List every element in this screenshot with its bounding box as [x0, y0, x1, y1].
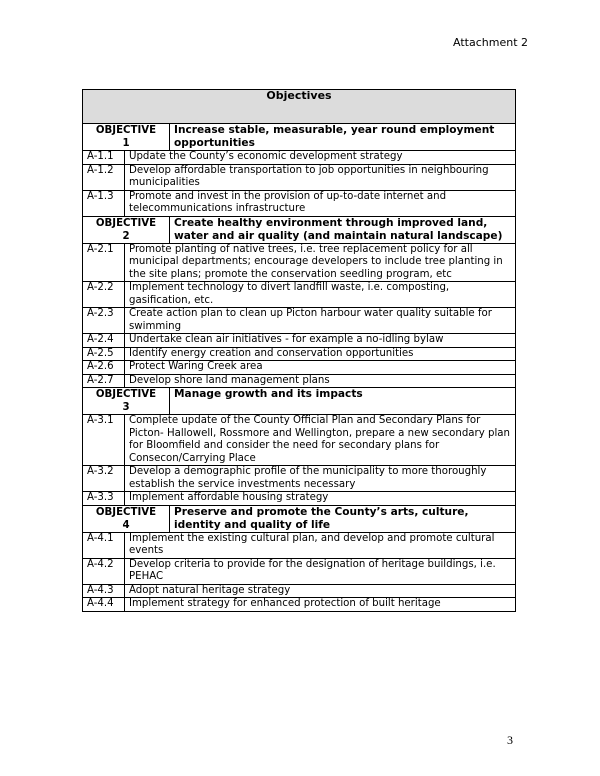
action-code: A-1.1: [83, 151, 125, 165]
action-row: [83, 151, 516, 165]
action-code: A-2.3: [83, 308, 125, 334]
action-code: A-4.3: [83, 584, 125, 598]
action-text: Undertake clean air initiatives - for example a no-idling bylaw: [125, 334, 516, 348]
action-row: [83, 598, 516, 612]
action-text: Update the County’s economic development strategy: [125, 151, 516, 165]
action-code: A-2.2: [83, 282, 125, 308]
objectives-table: [82, 89, 516, 612]
action-text: Develop a demographic profile of the municipality to more thoroughly establish the service investments necessary: [125, 466, 516, 492]
action-code: A-2.6: [83, 361, 125, 375]
action-row: [83, 374, 516, 388]
objective-title: Manage growth and its impacts: [170, 388, 516, 415]
action-text: Develop criteria to provide for the designation of heritage buildings, i.e. PEHAC: [125, 558, 516, 584]
action-row: [83, 361, 516, 375]
objective-title: Create healthy environment through improved land, water and air quality (and maintain natural landscape): [170, 216, 516, 243]
objective-title: Increase stable, measurable, year round employment opportunities: [170, 124, 516, 151]
action-text: Implement the existing cultural plan, and develop and promote cultural events: [125, 532, 516, 558]
table-title: Objectives: [83, 90, 516, 124]
action-row: [83, 334, 516, 348]
objective-header-row: [83, 124, 516, 151]
action-row: [83, 492, 516, 506]
action-code: A-4.2: [83, 558, 125, 584]
action-code: A-3.2: [83, 466, 125, 492]
action-row: [83, 584, 516, 598]
objective-header-row: [83, 505, 516, 532]
objective-label: OBJECTIVE 3: [83, 388, 170, 415]
action-text: Protect Waring Creek area: [125, 361, 516, 375]
action-text: Adopt natural heritage strategy: [125, 584, 516, 598]
action-text: Implement technology to divert landfill waste, i.e. composting, gasification, etc.: [125, 282, 516, 308]
action-code: A-1.2: [83, 164, 125, 190]
action-text: Develop shore land management plans: [125, 374, 516, 388]
action-code: A-4.1: [83, 532, 125, 558]
objective-label: OBJECTIVE 4: [83, 505, 170, 532]
action-row: [83, 282, 516, 308]
action-row: [83, 558, 516, 584]
action-code: A-3.3: [83, 492, 125, 506]
page-number: 3: [507, 733, 513, 747]
action-text: Promote and invest in the provision of up-to-date internet and telecommunications infrastructure: [125, 190, 516, 216]
objective-label: OBJECTIVE 2: [83, 216, 170, 243]
action-text: Promote planting of native trees, i.e. tree replacement policy for all municipal departments; encourage developers to include tree planting in the site plans; promote the conservation seedling program, etc: [125, 243, 516, 282]
action-code: A-2.5: [83, 347, 125, 361]
action-text: Implement strategy for enhanced protection of built heritage: [125, 598, 516, 612]
action-row: [83, 415, 516, 466]
action-code: A-3.1: [83, 415, 125, 466]
action-row: [83, 308, 516, 334]
action-code: A-2.1: [83, 243, 125, 282]
objective-title: Preserve and promote the County’s arts, culture, identity and quality of life: [170, 505, 516, 532]
action-text: Identify energy creation and conservation opportunities: [125, 347, 516, 361]
action-row: [83, 243, 516, 282]
action-row: [83, 532, 516, 558]
objective-label: OBJECTIVE 1: [83, 124, 170, 151]
objective-header-row: [83, 216, 516, 243]
action-row: [83, 347, 516, 361]
action-code: A-4.4: [83, 598, 125, 612]
action-text: Create action plan to clean up Picton harbour water quality suitable for swimming: [125, 308, 516, 334]
action-row: [83, 190, 516, 216]
action-code: A-1.3: [83, 190, 125, 216]
objective-header-row: [83, 388, 516, 415]
action-text: Implement affordable housing strategy: [125, 492, 516, 506]
action-row: [83, 164, 516, 190]
action-text: Develop affordable transportation to job opportunities in neighbouring municipalities: [125, 164, 516, 190]
action-code: A-2.4: [83, 334, 125, 348]
action-row: [83, 466, 516, 492]
action-text: Complete update of the County Official Plan and Secondary Plans for Picton- Hallowell, Rossmore and Wellington, prepare a new secondary plan for Bloomfield and consider the need for secondary plans for Consecon/Carrying Place: [125, 415, 516, 466]
attachment-label: Attachment 2: [453, 36, 528, 49]
action-code: A-2.7: [83, 374, 125, 388]
